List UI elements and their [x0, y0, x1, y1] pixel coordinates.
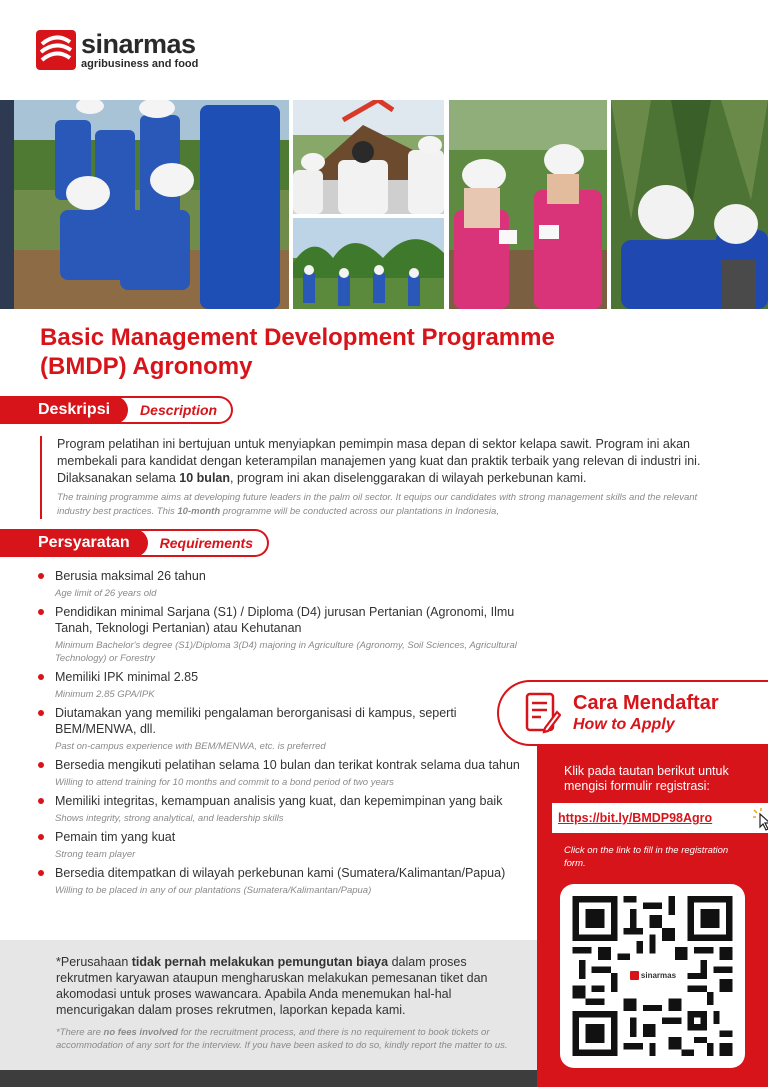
- how-to-apply-title: Cara Mendaftar: [573, 692, 719, 714]
- sinarmas-logo-mark-small: [630, 971, 639, 980]
- sinarmas-logo: [36, 30, 198, 70]
- description-tab-label: Deskripsi: [0, 396, 128, 424]
- photo-collage: [0, 100, 768, 309]
- fee-notice: [0, 940, 537, 1070]
- bullet-icon: [38, 798, 44, 804]
- description-block: [40, 436, 730, 519]
- requirements-list: [36, 568, 526, 901]
- photo-plantation-group: [293, 218, 444, 309]
- apply-instruction: Klik pada tautan berikut untuk mengisi formulir registrasi:: [564, 764, 729, 793]
- requirement-item: Berusia maksimal 26 tahun Age limit of 26 years old: [36, 568, 526, 600]
- logo-name: sinarmas: [81, 28, 196, 59]
- registration-link-box: [552, 803, 768, 833]
- requirement-item: Pemain tim yang kuat Strong team player: [36, 829, 526, 861]
- requirements-tab-label: Persyaratan: [0, 529, 148, 557]
- description-text-en: The training programme aims at developing future leaders in the palm oil sector. It equips our candidates with strong management skills and the relevant industry best practices. This 10-month programme will be conducted across our plantations in Indonesia,: [57, 492, 698, 517]
- bullet-icon: [38, 870, 44, 876]
- qr-code-card: [560, 884, 745, 1068]
- requirements-tab: [0, 529, 269, 557]
- how-to-apply-header: [497, 680, 768, 746]
- description-tab-label-en: Description: [114, 396, 233, 424]
- how-to-apply-title-en: How to Apply: [573, 716, 675, 733]
- apply-instruction-en: Click on the link to fill in the registration form.: [564, 845, 729, 869]
- fee-notice-text: *Perusahaan tidak pernah melakukan pemungutan biaya dalam proses rekrutmen karyawan ataupun mengharuskan melakukan pemesanan tiket dan akomodasi untuk proses wawancara. Apabila Anda menemukan hal-hal mencurigakan dalam proses rekrutmen, laporkan kepada kami.: [56, 955, 488, 1017]
- requirement-item: Memiliki IPK minimal 2.85 Minimum 2.85 GPA/IPK: [36, 669, 526, 701]
- requirement-item: Bersedia mengikuti pelatihan selama 10 bulan dan terikat kontrak selama dua tahun Willing to attend training for 10 months and commit to a bond period of two years: [36, 757, 526, 789]
- sinarmas-logo-mark: [36, 30, 76, 70]
- qr-center-logo: [627, 966, 679, 984]
- bullet-icon: [38, 609, 44, 615]
- photo-trainees-fieldwork: [0, 100, 289, 309]
- requirement-item: Bersedia ditempatkan di wilayah perkebunan kami (Sumatera/Kalimantan/Papua) Willing to be placed in any of our plantations (Sumatera/Kalimantan/Papua): [36, 865, 526, 897]
- photo-trainees-writing: [449, 100, 607, 309]
- description-tab: [0, 396, 233, 424]
- photo-excavator-site: [293, 100, 444, 214]
- bullet-icon: [38, 573, 44, 579]
- requirement-item: Diutamakan yang memiliki pengalaman berorganisasi di kampus, seperti BEM/MENWA, dll. Past on-campus experience with BEM/MENWA, etc. is preferred: [36, 705, 526, 753]
- requirements-tab-label-en: Requirements: [134, 529, 269, 557]
- fee-notice-text-en: *There are no fees involved for the recruitment process, and there is no requirement to book tickets or accommodation of any sort for the interview. If you have been asked to do so, kindly report the matter to us.: [56, 1027, 508, 1051]
- qr-logo-text: sinarmas: [640, 970, 677, 980]
- bullet-icon: [38, 834, 44, 840]
- requirement-item: Memiliki integritas, kemampuan analisis yang kuat, dan kepemimpinan yang baik Shows integrity, strong analytical, and leadership skills: [36, 793, 526, 825]
- photo-trainees-palms: [611, 100, 768, 309]
- logo-subtitle: agribusiness and food: [81, 57, 199, 70]
- bullet-icon: [38, 710, 44, 716]
- requirement-item: Pendidikan minimal Sarjana (S1) / Diploma (D4) jurusan Pertanian (Agronomi, Ilmu Tanah, Teknologi Pertanian) atau Kehutanan Minimum Bachelor's degree (S1)/Diploma 3(D4) majoring in Agriculture (Agronomy, Soil Sciences, Agricultural Technology) or Forestry: [36, 604, 526, 665]
- bullet-icon: [38, 762, 44, 768]
- how-to-apply-panel: [537, 746, 768, 1087]
- description-text: Program pelatihan ini bertujuan untuk menyiapkan pemimpin masa depan di sektor kelapa sawit. Program ini akan membekali para kandidat dengan keterampilan manajemen yang kuat dan praktik terbaik yang relevan di industri ini. Dilaksanakan selama 10 bulan, program ini akan diselenggarakan di wilayah perkebunan kami.: [57, 437, 701, 485]
- pointer-cursor-icon: [752, 807, 768, 831]
- form-edit-icon: [525, 692, 561, 734]
- bullet-icon: [38, 674, 44, 680]
- registration-link[interactable]: https://bit.ly/BMDP98Agro: [558, 811, 713, 825]
- page-title: Basic Management Development Programme (BMDP) Agronomy: [40, 324, 555, 380]
